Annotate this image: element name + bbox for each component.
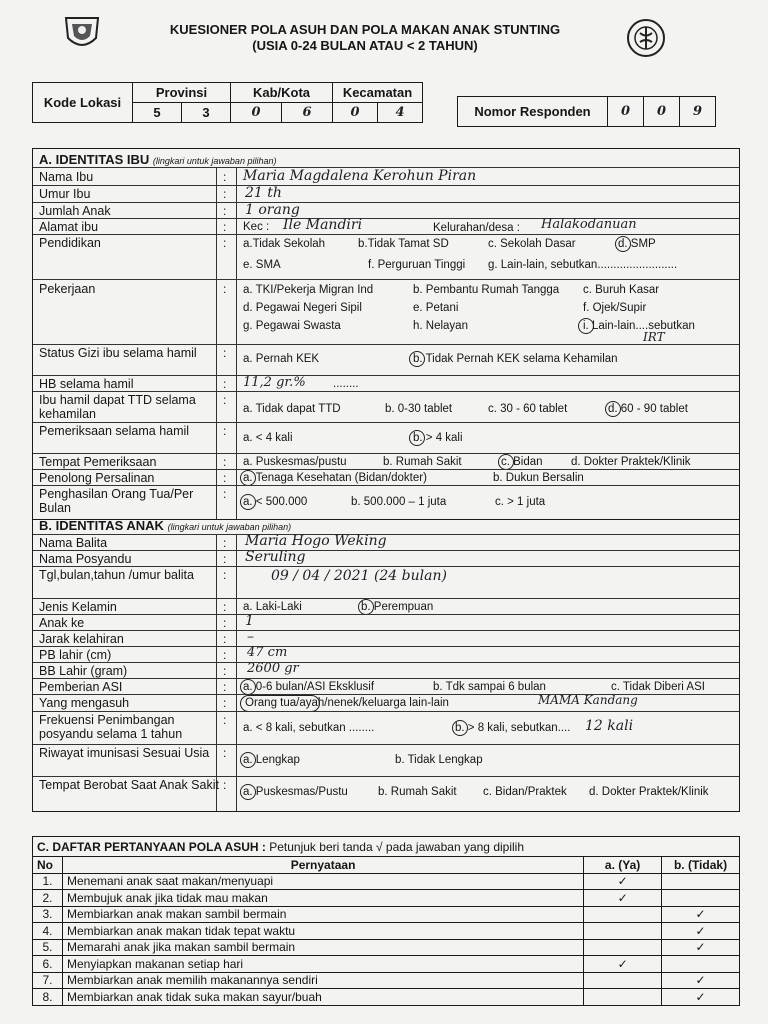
section-pola-asuh bbox=[32, 836, 740, 1006]
asi-label: Pemberian ASI bbox=[39, 680, 123, 694]
nama-ibu-label: Nama Ibu bbox=[39, 170, 94, 184]
table-row bbox=[33, 989, 740, 1006]
row-tidak-cell: ✓ bbox=[662, 923, 740, 940]
section-a-note: (lingkari untuk jawaban pilihan) bbox=[152, 156, 277, 166]
ttd-opt-a: a. Tidak dapat TTD bbox=[243, 403, 341, 415]
section-b-note: (lingkari untuk jawaban pilihan) bbox=[167, 522, 292, 532]
nama-balita-value: Maria Hogo Weking bbox=[245, 533, 387, 549]
tgl-value: 09 / 04 / 2021 (24 bulan) bbox=[271, 568, 447, 584]
tempat-opt-c: c. Bidan bbox=[501, 456, 543, 468]
table-row bbox=[33, 939, 740, 956]
pekerjaan-label: Pekerjaan bbox=[39, 282, 96, 296]
respondent-number-table bbox=[457, 96, 716, 127]
section-c-instruction: Petunjuk beri tanda √ pada jawaban yang dipilih bbox=[269, 839, 524, 854]
table-row bbox=[33, 956, 740, 973]
periksa-opt-a: a. < 4 kali bbox=[243, 432, 293, 444]
row-tidak-cell bbox=[662, 890, 740, 907]
hb-value: 11,2 gr.% bbox=[243, 375, 306, 390]
row-ya-cell bbox=[584, 939, 662, 956]
row-ya-cell: ✓ bbox=[584, 956, 662, 973]
kec-value: Ile Mandiri bbox=[283, 217, 363, 233]
section-c-title: C. DAFTAR PERTANYAAN POLA ASUH : bbox=[37, 839, 266, 854]
kecamatan-label: Kecamatan bbox=[333, 83, 423, 103]
table-row bbox=[33, 923, 740, 940]
table-row bbox=[33, 906, 740, 923]
row-statement: Membujuk anak jika tidak mau makan bbox=[62, 890, 583, 907]
table-row bbox=[33, 972, 740, 989]
table-row bbox=[33, 873, 740, 890]
kerja-opt-c: c. Buruh Kasar bbox=[583, 284, 660, 296]
jk-opt-b: b. Perempuan bbox=[361, 601, 434, 613]
frek-opt-a: a. < 8 kali, sebutkan ........ bbox=[243, 722, 375, 734]
row-tidak-cell bbox=[662, 956, 740, 973]
penghasilan-opt-a: a. < 500.000 bbox=[243, 496, 308, 508]
penghasilan-opt-c: c. > 1 juta bbox=[495, 496, 546, 508]
tempat-selected-circle bbox=[498, 454, 514, 470]
pend-opt-g: g. Lain-lain, sebutkan......................... bbox=[488, 259, 678, 271]
row-ya-cell: ✓ bbox=[584, 873, 662, 890]
kab-digit-2: 6 bbox=[282, 103, 333, 123]
gizi-opt-a: a. Pernah KEK bbox=[243, 353, 320, 365]
kerja-opt-b: b. Pembantu Rumah Tangga bbox=[413, 284, 560, 296]
row-statement: Membiarkan anak tidak suka makan sayur/buah bbox=[62, 989, 583, 1006]
anak-ke-value: 1 bbox=[245, 613, 254, 629]
kerja-selected-circle bbox=[578, 318, 594, 334]
pola-asuh-table bbox=[32, 836, 740, 1006]
gizi-opt-b: b. Tidak Pernah KEK selama Kehamilan bbox=[413, 353, 618, 365]
responden-label: Nomor Responden bbox=[458, 97, 608, 127]
ttd-opt-d: d. 60 - 90 tablet bbox=[608, 403, 688, 415]
nama-ibu-value: Maria Magdalena Kerohun Piran bbox=[243, 168, 477, 184]
col-ya-header: a. (Ya) bbox=[584, 857, 662, 874]
row-ya-cell bbox=[584, 906, 662, 923]
bb-value: 2600 gr bbox=[247, 661, 299, 676]
row-tidak-cell bbox=[662, 873, 740, 890]
asi-opt-b: b. Tdk sampai 6 bulan bbox=[433, 681, 546, 693]
row-ya-cell bbox=[584, 972, 662, 989]
row-number: 5. bbox=[33, 939, 63, 956]
provinsi-label: Provinsi bbox=[133, 83, 231, 103]
kerja-opt-e: e. Petani bbox=[413, 302, 459, 314]
responden-digit-1: 0 bbox=[608, 97, 644, 127]
section-b-title: B. IDENTITAS ANAK bbox=[39, 518, 164, 533]
ttd-opt-b: b. 0-30 tablet bbox=[385, 403, 453, 415]
kec-prefix: Kec : bbox=[243, 221, 270, 233]
provinsi-digit-1: 5 bbox=[133, 103, 182, 123]
periksa-opt-b: b. > 4 kali bbox=[413, 432, 463, 444]
table-row bbox=[33, 890, 740, 907]
right-health-logo bbox=[626, 18, 666, 58]
posyandu-label: Nama Posyandu bbox=[39, 552, 132, 566]
jk-selected-circle bbox=[358, 599, 374, 615]
berobat-opt-c: c. Bidan/Praktek bbox=[483, 786, 567, 798]
penolong-label: Penolong Persalinan bbox=[39, 471, 155, 485]
asi-selected-circle bbox=[240, 679, 256, 695]
pb-label: PB lahir (cm) bbox=[39, 648, 112, 662]
hb-dots: ........ bbox=[333, 378, 359, 390]
kerja-opt-h: h. Nelayan bbox=[413, 320, 468, 332]
jumlah-anak-value: 1 orang bbox=[245, 202, 300, 218]
ttd-opt-c: c. 30 - 60 tablet bbox=[488, 403, 568, 415]
row-number: 1. bbox=[33, 873, 63, 890]
pend-opt-c: c. Sekolah Dasar bbox=[488, 238, 576, 250]
periksa-selected-circle bbox=[409, 430, 425, 446]
pend-opt-e: e. SMA bbox=[243, 259, 281, 271]
section-identitas-anak: B. IDENTITAS ANAK (lingkari untuk jawaban pilihan) Nama Balita : Maria Hogo Weking Nama Posyandu : Seruling Tgl,bulan,tahun /umur balita : 09 / 04 / 2021 (24 bulan) Jenis Kelamin : a. Laki-Laki b. Perempuan Anak ke : 1 Jarak kelahiran : – PB lahir (cm) : 47 cm BB Lahir (gram) : 2600 gr Pemberian ASI : a. 0-6 bulan/ASI Eksklusif b. Tdk sampai 6 bulan c. Tidak Diberi ASI Yang mengasuh : Orang tua/ayah/nenek/keluarga lain-lain MAMA Kandang Frekuensi Penimbangan posyandu selama 1 tahun : a. < 8 kali, sebutkan ........ b. > 8 kali, sebutkan.... 12 kali Riwayat imunisasi Sesuai Usia : a. Lengkap b. Tidak Lengkap Tempat Berobat Saat Anak Sakit : a. Puskesmas/Pustu b. Rumah Sakit c. Bidan/Praktek d. Dokter Praktek/Klinik bbox=[32, 518, 740, 812]
kel-value: Halakodanuan bbox=[541, 217, 637, 232]
bb-label: BB Lahir (gram) bbox=[39, 664, 128, 678]
mengasuh-selected-circle bbox=[240, 695, 320, 712]
asi-opt-c: c. Tidak Diberi ASI bbox=[611, 681, 705, 693]
section-a-title: A. IDENTITAS IBU bbox=[39, 152, 150, 167]
tempat-opt-a: a. Puskesmas/pustu bbox=[243, 456, 347, 468]
jarak-value: – bbox=[247, 629, 254, 645]
penolong-opt-a: a. Tenaga Kesehatan (Bidan/dokter) bbox=[243, 472, 427, 484]
row-number: 2. bbox=[33, 890, 63, 907]
tempat-label: Tempat Pemeriksaan bbox=[39, 455, 157, 469]
penghasilan-opt-b: b. 500.000 – 1 juta bbox=[351, 496, 447, 508]
pendidikan-label: Pendidikan bbox=[39, 236, 101, 250]
status-gizi-label: Status Gizi ibu selama hamil bbox=[39, 346, 197, 360]
kode-lokasi-label: Kode Lokasi bbox=[33, 83, 133, 123]
provinsi-digit-2: 3 bbox=[182, 103, 231, 123]
kerja-handwritten: IRT bbox=[643, 330, 665, 344]
row-statement: Menemani anak saat makan/menyuapi bbox=[62, 873, 583, 890]
periksa-label: Pemeriksaan selama hamil bbox=[39, 424, 190, 438]
posyandu-value: Seruling bbox=[245, 549, 306, 565]
berobat-opt-d: d. Dokter Praktek/Klinik bbox=[589, 786, 709, 798]
ttd-label: Ibu hamil dapat TTD selama kehamilan bbox=[39, 393, 196, 421]
tempat-opt-b: b. Rumah Sakit bbox=[383, 456, 462, 468]
kerja-opt-f: f. Ojek/Supir bbox=[583, 302, 647, 314]
col-pernyataan-header: Pernyataan bbox=[62, 857, 583, 874]
pola-asuh-rows bbox=[33, 873, 740, 1005]
row-tidak-cell: ✓ bbox=[662, 989, 740, 1006]
penolong-selected-circle bbox=[240, 470, 256, 486]
anak-ke-label: Anak ke bbox=[39, 616, 85, 630]
berobat-label: Tempat Berobat Saat Anak Sakit bbox=[39, 778, 219, 792]
umur-ibu-value: 21 th bbox=[245, 185, 282, 201]
location-code-table bbox=[32, 82, 423, 123]
pend-opt-b: b.Tidak Tamat SD bbox=[358, 238, 449, 250]
row-ya-cell: ✓ bbox=[584, 890, 662, 907]
row-ya-cell bbox=[584, 923, 662, 940]
imun-opt-b: b. Tidak Lengkap bbox=[395, 754, 483, 766]
jumlah-anak-label: Jumlah Anak bbox=[39, 204, 111, 218]
jenis-kelamin-label: Jenis Kelamin bbox=[39, 600, 117, 614]
responden-digit-2: 0 bbox=[644, 97, 680, 127]
berobat-selected-circle bbox=[240, 784, 256, 800]
frek-opt-b: b. > 8 kali, sebutkan.... bbox=[455, 722, 571, 734]
asi-opt-a: a. 0-6 bulan/ASI Eksklusif bbox=[243, 681, 375, 693]
kerja-opt-d: d. Pegawai Negeri Sipil bbox=[243, 302, 362, 314]
imun-selected-circle bbox=[240, 752, 256, 768]
pend-opt-a: a.Tidak Sekolah bbox=[243, 238, 326, 250]
row-number: 6. bbox=[33, 956, 63, 973]
row-ya-cell bbox=[584, 989, 662, 1006]
berobat-opt-a: a. Puskesmas/Pustu bbox=[243, 786, 348, 798]
gizi-selected-circle bbox=[409, 351, 425, 367]
row-statement: Membiarkan anak makan tidak tepat waktu bbox=[62, 923, 583, 940]
pend-selected-circle bbox=[615, 236, 631, 252]
kerja-opt-g: g. Pegawai Swasta bbox=[243, 320, 341, 332]
row-tidak-cell: ✓ bbox=[662, 906, 740, 923]
row-number: 8. bbox=[33, 989, 63, 1006]
alamat-ibu-label: Alamat ibu bbox=[39, 220, 99, 234]
penghasilan-selected-circle bbox=[240, 494, 256, 510]
mengasuh-opt: Orang tua/ayah/nenek/keluarga lain-lain bbox=[245, 697, 449, 709]
kel-prefix: Kelurahan/desa : bbox=[433, 222, 520, 234]
col-no-header: No bbox=[33, 857, 63, 874]
kerja-opt-i: i. Lain-lain....sebutkan bbox=[583, 320, 695, 332]
jk-opt-a: a. Laki-Laki bbox=[243, 601, 302, 613]
ttd-selected-circle bbox=[605, 401, 621, 417]
mengasuh-handwritten: MAMA Kandang bbox=[538, 693, 638, 707]
row-statement: Membiarkan anak makan sambil bermain bbox=[62, 906, 583, 923]
pb-value: 47 cm bbox=[247, 645, 288, 660]
frek-handwritten: 12 kali bbox=[585, 718, 634, 734]
row-tidak-cell: ✓ bbox=[662, 972, 740, 989]
row-statement: Membiarkan anak memilih makanannya sendiri bbox=[62, 972, 583, 989]
kab-digit-1: 0 bbox=[231, 103, 282, 123]
nama-balita-label: Nama Balita bbox=[39, 536, 108, 550]
kec-digit-1: 0 bbox=[333, 103, 378, 123]
frekuensi-label: Frekuensi Penimbangan posyandu selama 1 tahun bbox=[39, 713, 183, 741]
jarak-label: Jarak kelahiran bbox=[39, 632, 124, 646]
imun-opt-a: a. Lengkap bbox=[243, 754, 300, 766]
responden-digit-3: 9 bbox=[680, 97, 716, 127]
frek-selected-circle bbox=[452, 720, 468, 736]
left-regency-logo bbox=[62, 12, 102, 52]
kab-kota-label: Kab/Kota bbox=[231, 83, 333, 103]
penolong-opt-b: b. Dukun Bersalin bbox=[493, 472, 584, 484]
form-title-line2: (USIA 0-24 BULAN ATAU < 2 TAHUN) bbox=[252, 38, 478, 53]
kec-digit-2: 4 bbox=[378, 103, 423, 123]
pend-opt-f: f. Perguruan Tinggi bbox=[368, 259, 466, 271]
row-number: 4. bbox=[33, 923, 63, 940]
section-identitas-ibu: A. IDENTITAS IBU (lingkari untuk jawaban pilihan) Nama Ibu : Maria Magdalena Kerohun Piran Umur Ibu : 21 th Jumlah Anak : 1 orang Alamat ibu : Kec : Ile Mandiri Kelurahan/desa : Halakodanuan Pendidikan : a.Tidak Sekolah b.Tidak Tamat SD c. Sekolah Dasar d. SMP e. SMA f. Perguruan Tinggi g. Lain-lain, sebutkan......................... Pekerjaan : a. TKI/Pekerja Migran Ind b. Pembantu Rumah Tangga c. Buruh Kasar d. Pegawai Negeri Sipil e. Petani f. Ojek/Supir g. Pegawai Swasta h. Nelayan i. Lain-lain....sebutkan IRT Status Gizi ibu selama hamil : a. Pernah KEK b. Tidak Pernah KEK selama Kehamilan HB selama hamil : 11,2 gr.% ........ Ibu hamil dapat TTD selama kehamilan : a. Tidak dapat TTD b. 0-30 tablet c. 30 - 60 tablet d. 60 - 90 tablet Pemeriksaan selama hamil : a. < 4 kali b. > 4 kali Tempat Pemeriksaan : a. Puskesmas/pustu b. Rumah Sakit c. Bidan d. Dokter Praktek/Klinik Penolong Persalinan : a. Tenaga Kesehatan (Bidan/dokter) b. Dukun Bersalin Penghasilan Orang Tua/Per Bulan : a. < 500.000 b. 500.000 – 1 juta c. > 1 juta bbox=[32, 148, 740, 520]
pend-opt-d: d. SMP bbox=[618, 238, 656, 250]
row-number: 3. bbox=[33, 906, 63, 923]
row-statement: Menyiapkan makanan setiap hari bbox=[62, 956, 583, 973]
row-tidak-cell: ✓ bbox=[662, 939, 740, 956]
tgl-label: Tgl,bulan,tahun /umur balita bbox=[39, 568, 194, 582]
kerja-opt-a: a. TKI/Pekerja Migran Ind bbox=[243, 284, 374, 296]
mengasuh-label: Yang mengasuh bbox=[39, 696, 130, 710]
row-statement: Memarahi anak jika makan sambil bermain bbox=[62, 939, 583, 956]
row-number: 7. bbox=[33, 972, 63, 989]
penghasilan-label: Penghasilan Orang Tua/Per Bulan bbox=[39, 487, 194, 515]
form-title-line1: KUESIONER POLA ASUH DAN POLA MAKAN ANAK STUNTING bbox=[169, 22, 561, 37]
berobat-opt-b: b. Rumah Sakit bbox=[378, 786, 457, 798]
tempat-opt-d: d. Dokter Praktek/Klinik bbox=[571, 456, 691, 468]
col-tidak-header: b. (Tidak) bbox=[662, 857, 740, 874]
hb-label: HB selama hamil bbox=[39, 377, 134, 391]
imunisasi-label: Riwayat imunisasi Sesuai Usia bbox=[39, 746, 210, 760]
umur-ibu-label: Umur Ibu bbox=[39, 187, 91, 201]
